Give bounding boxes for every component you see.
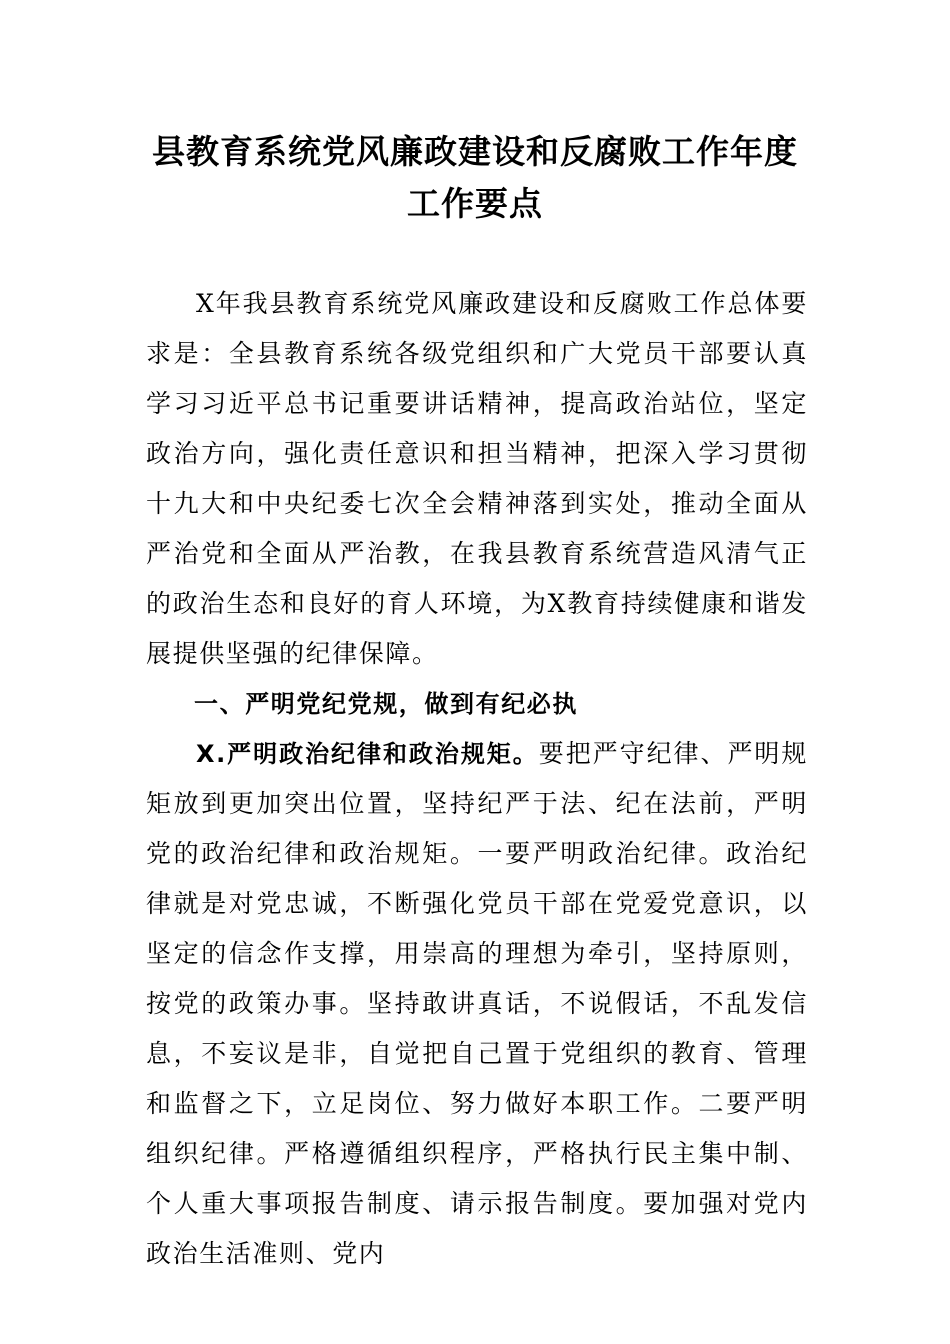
section-paragraph [146,729,808,1279]
section-heading: 一、严明党纪党规，做到有纪必执 [194,690,578,718]
document-body [146,279,808,1279]
item-body-text: 要把严守纪律、严明规矩放到更加突出位置，坚持纪严于法、纪在法前，严明党的政治纪律和政治规矩。一要严明政治纪律。政治纪律就是对党忠诚，不断强化党员干部在党爱党意识，以坚定的信念作支撑，用崇高的理想为牵引，坚持原则，按党的政策办事。坚持敢讲真话，不说假话，不乱发信息，不妄议是非，自觉把自己置于党组织的教育、管理和监督之下，立足岗位、努力做好本职工作。二要严明组织纪律。严格遵循组织程序，严格执行民主集中制、个人重大事项报告制度、请示报告制度。要加强对党内政治生活准则、党内 [146,739,808,1268]
intro-paragraph: X年我县教育系统党风廉政建设和反腐败工作总体要求是：全县教育系统各级党组织和广大党员干部要认真学习习近平总书记重要讲话精神，提高政治站位，坚定政治方向，强化责任意识和担当精神，把深入学习贯彻十九大和中央纪委七次全会精神落到实处，推动全面从严治党和全面从严治教，在我县教育系统营造风清气正的政治生态和良好的育人环境，为X教育持续健康和谐发展提供坚强的纪律保障。 [146,289,808,668]
item-lead-sentence: X.严明政治纪律和政治规矩。 [196,740,539,768]
document-title: 县教育系统党风廉政建设和反腐败工作年度工作要点 [152,132,798,223]
